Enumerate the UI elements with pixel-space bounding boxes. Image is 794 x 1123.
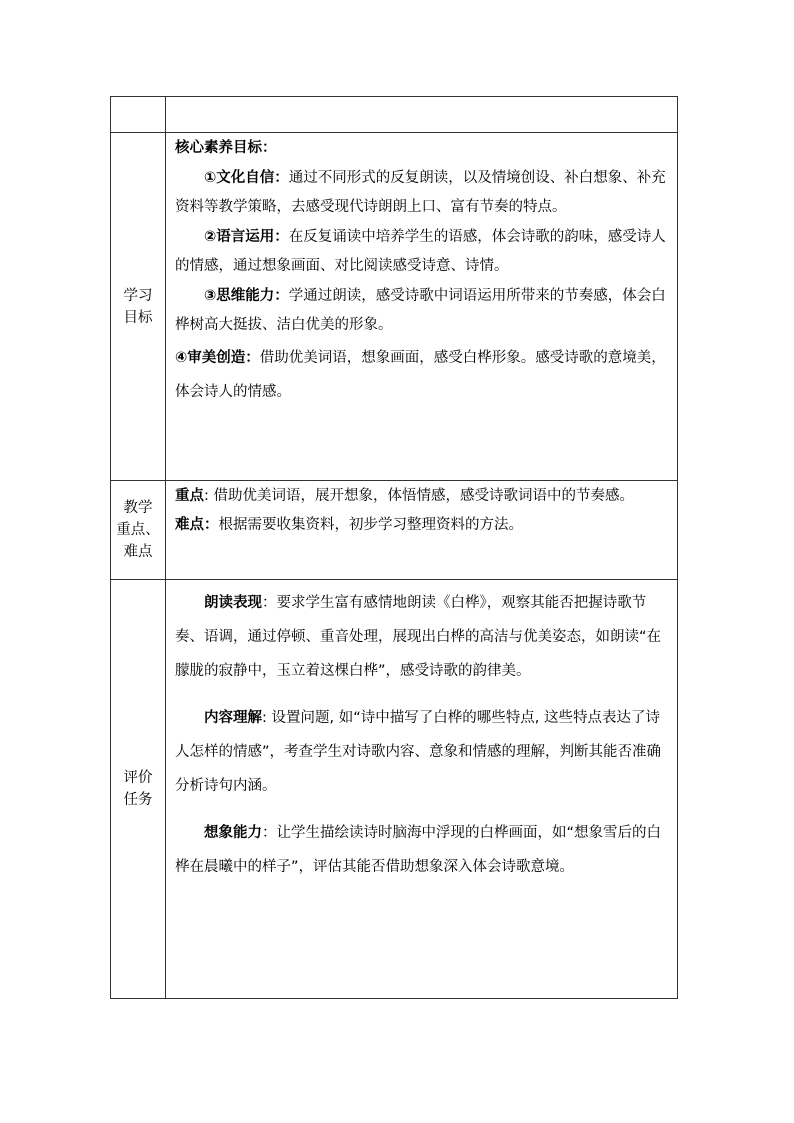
evaluation-text-3: ：让学生描绘读诗时脑海中浮现的白桦画面，如“想象雪后的白桦在晨曦中的样子”，评估其能否借助想象深入体会诗歌意境。 [175,825,662,875]
objectives-row [111,133,678,481]
objective-item-4 [175,341,671,409]
key-point-text: : 借助优美词语，展开想象，体悟情感，感受诗歌词语中的节奏感。 [204,488,634,504]
evaluation-text-1: ：要求学生富有感情地朗读《白桦》，观察其能否把握诗歌节奏、语调，通过停顿、重音处理，展现出白桦的高洁与优美姿态，如朗读“在朦胧的寂静中，玉立着这棵白桦”，感受诗歌的韵律美。 [175,595,662,679]
evaluation-title-1: 朗读表现 [204,595,262,611]
objective-title-3: ③思维能力： [204,287,289,304]
evaluation-item-1 [175,586,671,688]
evaluation-content [166,580,678,999]
empty-header-row [111,97,678,133]
difficult-point-text: 根据需要收集资料，初步学习整理资料的方法。 [218,517,523,533]
evaluation-item-2 [175,701,671,803]
key-point [175,482,671,511]
objectives-label [111,133,166,481]
objective-item-2 [175,223,671,282]
focus-label-line2: 重点、 [116,522,160,538]
objective-text-3: 学通过朗读，感受诗歌中词语运用所带来的节奏感，体会白桦树高大挺拔、洁白优美的形象。 [175,287,666,333]
focus-label-line3: 难点 [123,544,153,560]
objective-item-1 [175,164,671,223]
evaluation-text-2: : 设置问题, 如“诗中描写了白桦的哪些特点, 这些特点表达了诗人怎样的情感”，考查学生对诗歌内容、意象和情感的理解，判断其能否准确分析诗句内涵。 [175,710,662,794]
objective-text-2: 在反复诵读中培养学生的语感，体会诗歌的韵味，感受诗人的情感，通过想象画面、对比阅读感受诗意、诗情。 [175,228,666,274]
focus-content [166,481,678,580]
empty-content-cell [166,97,678,133]
evaluation-label-line2: 任务 [123,792,153,808]
objectives-label-line2: 目标 [123,309,153,326]
difficult-point-title: 难点： [175,517,219,533]
evaluation-title-3: 想象能力 [204,825,262,841]
evaluation-title-2: 内容理解 [204,710,262,726]
lesson-plan-table [110,96,678,999]
objective-title-2: ②语言运用： [204,228,289,245]
objective-title-1: ①文化自信： [204,169,289,186]
objective-text-1: 通过不同形式的反复朗读，以及情境创设、补白想象、补充资料等教学策略，去感受现代诗朗朗上口、富有节奏的特点。 [175,169,666,215]
focus-label [111,481,166,580]
objective-item-3 [175,282,671,341]
objectives-content [166,133,678,481]
focus-label-line1: 教学 [123,500,153,516]
evaluation-label-line1: 评价 [123,770,153,786]
evaluation-item-3 [175,816,671,884]
objective-text-4: 借助优美词语，想象画面，感受白桦形象。感受诗歌的意境美，体会诗人的情感。 [175,349,666,400]
objectives-label-line1: 学习 [123,287,153,304]
key-point-title: 重点 [175,488,204,504]
objectives-heading: 核心素养目标： [175,140,277,156]
evaluation-label [111,580,166,999]
empty-label-cell [111,97,166,133]
focus-row [111,481,678,580]
evaluation-row [111,580,678,999]
difficult-point [175,511,671,540]
objective-title-4: ④审美创造： [175,349,260,366]
